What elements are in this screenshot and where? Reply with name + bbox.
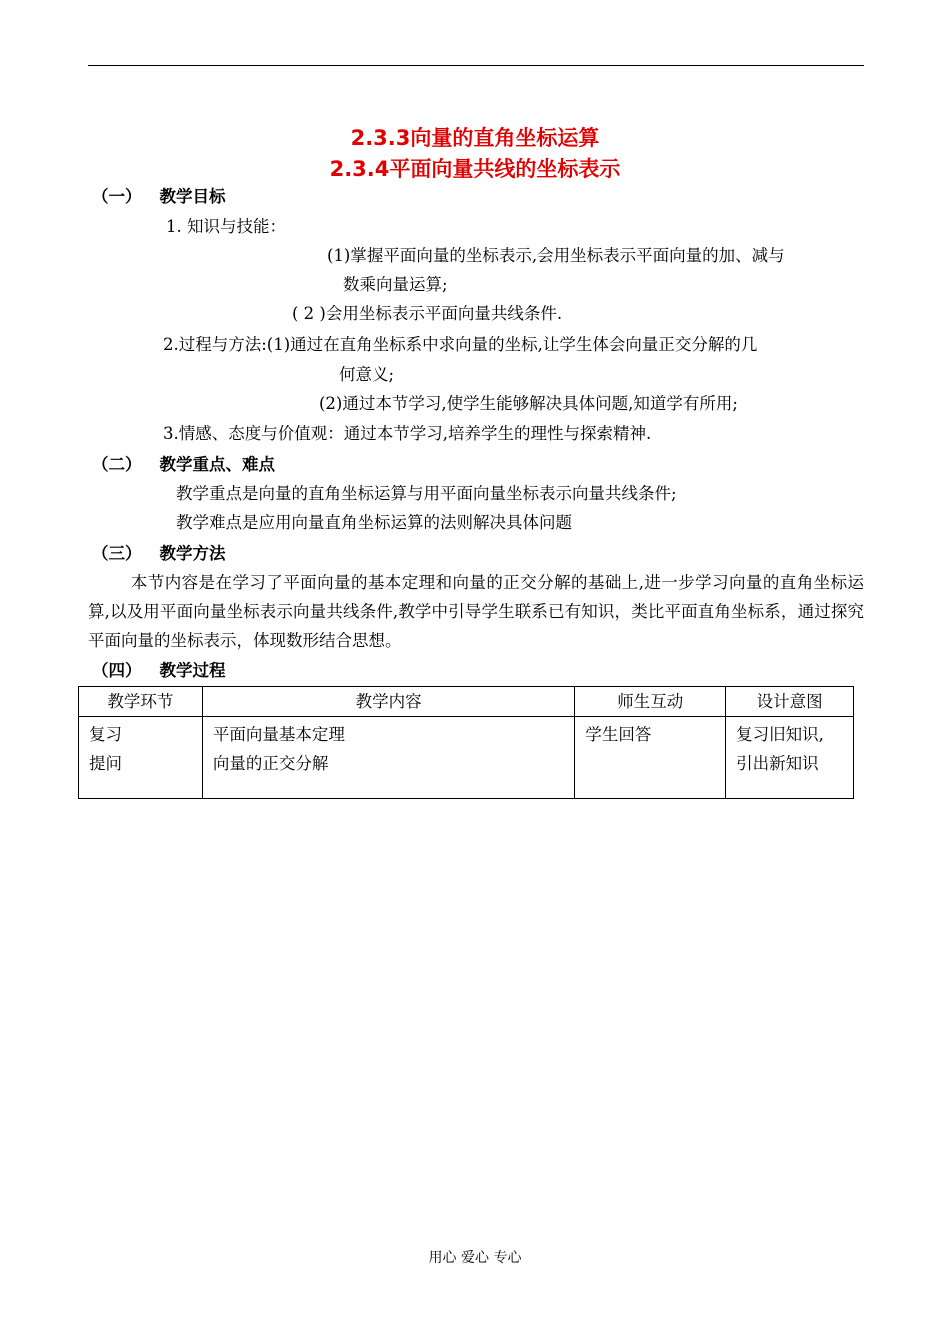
cell-line: 学生回答 bbox=[585, 725, 652, 744]
table-cell-interaction bbox=[575, 717, 726, 799]
objective-k1-line1: (1)掌握平面向量的坐标表示,会用坐标表示平面向量的加、减与 bbox=[327, 246, 785, 265]
column-header: 教学内容 bbox=[202, 687, 574, 717]
document-subtitle: 2.3.4平面向量共线的坐标表示 bbox=[329, 157, 621, 181]
section-heading-key-points bbox=[92, 454, 275, 476]
teaching-process-table bbox=[78, 686, 854, 799]
column-header: 师生互动 bbox=[575, 687, 726, 717]
header-rule bbox=[88, 65, 864, 66]
objective-emotion: 3.情感、态度与价值观：通过本节学习,培养学生的理性与探索精神. bbox=[163, 424, 652, 443]
section-title: 教学方法 bbox=[159, 544, 226, 563]
objective-process-line2: 何意义; bbox=[339, 365, 395, 384]
section-title: 教学过程 bbox=[159, 661, 226, 680]
cell-line: 向量的正交分解 bbox=[212, 754, 329, 773]
document-title: 2.3.3向量的直角坐标运算 bbox=[350, 126, 600, 150]
section-number: （一） bbox=[92, 187, 142, 206]
objective-process-line3: (2)通过本节学习,使学生能够解决具体问题,知道学有所用; bbox=[319, 394, 738, 413]
column-header: 教学环节 bbox=[79, 687, 203, 717]
table-row bbox=[79, 717, 854, 799]
objective-k2: ( 2 )会用坐标表示平面向量共线条件. bbox=[292, 304, 563, 323]
section-title: 教学重点、难点 bbox=[159, 455, 275, 474]
cell-line: 引出新知识 bbox=[736, 754, 819, 773]
section-heading-method bbox=[92, 543, 226, 565]
objective-process-line1: 2.过程与方法:(1)通过在直角坐标系中求向量的坐标,让学生体会向量正交分解的几 bbox=[163, 335, 758, 354]
difficult-point-text: 教学难点是应用向量直角坐标运算的法则解决具体问题 bbox=[176, 513, 572, 532]
cell-line: 平面向量基本定理 bbox=[212, 725, 345, 744]
key-point-text: 教学重点是向量的直角坐标运算与用平面向量坐标表示向量共线条件; bbox=[176, 484, 677, 503]
table-header-row bbox=[79, 687, 854, 717]
cell-line: 复习 bbox=[89, 725, 122, 744]
section-number: （二） bbox=[92, 455, 142, 474]
objective-k1-line2: 数乘向量运算; bbox=[343, 275, 448, 294]
cell-line: 复习旧知识, bbox=[736, 725, 824, 744]
table-cell-intent bbox=[726, 717, 854, 799]
section-heading-process bbox=[92, 660, 226, 682]
section-title: 教学目标 bbox=[159, 187, 226, 206]
cell-line: 提问 bbox=[89, 754, 122, 773]
table-cell-stage bbox=[79, 717, 203, 799]
section-number: （四） bbox=[92, 661, 142, 680]
section-number: （三） bbox=[92, 544, 142, 563]
section-heading-objectives bbox=[92, 186, 226, 208]
table-cell-content bbox=[202, 717, 574, 799]
knowledge-skills-heading: 1. 知识与技能： bbox=[166, 217, 286, 236]
page-footer: 用心 爱心 专心 bbox=[428, 1250, 522, 1266]
column-header: 设计意图 bbox=[726, 687, 854, 717]
method-paragraph: 本节内容是在学习了平面向量的基本定理和向量的正交分解的基础上,进一步学习向量的直角坐标运算,以及用平面向量坐标表示向量共线条件,教学中引导学生联系已有知识，类比平面直角坐标系，通过探究平面向量的坐标表示，体现数形结合思想。 bbox=[88, 573, 864, 650]
